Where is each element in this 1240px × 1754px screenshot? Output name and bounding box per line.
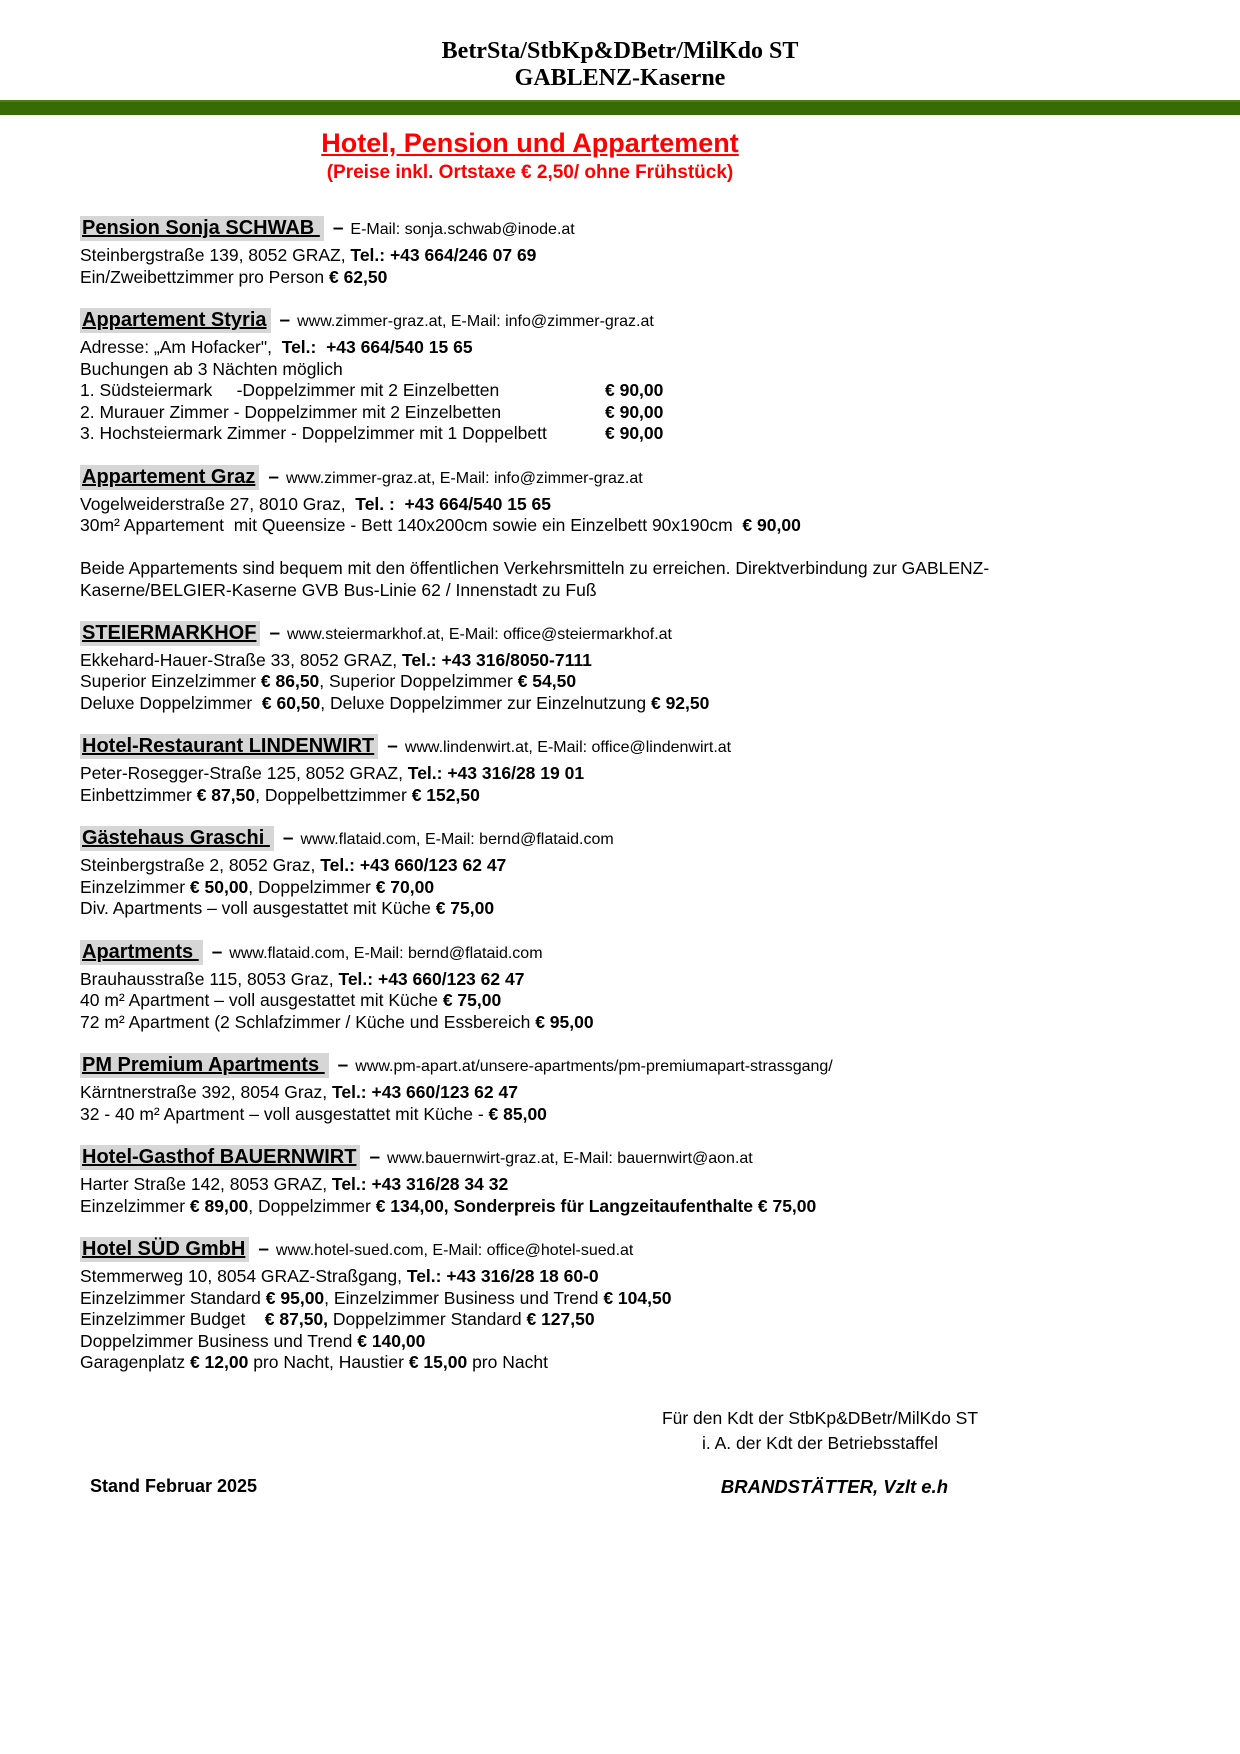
detail-line (80, 423, 1170, 445)
note-paragraph (80, 557, 1170, 601)
detail-line (80, 763, 1170, 785)
divider-bar (0, 100, 1240, 115)
text-segment: Brauhausstraße 115, 8053 Graz, (80, 968, 339, 989)
text-segment: Tel.: +43 664/246 07 69 (350, 245, 537, 265)
section-heading (80, 308, 1170, 334)
text-segment: , Einzelzimmer Business und Trend (324, 1287, 604, 1308)
heading-dash: – (279, 310, 291, 331)
heading-dash: – (337, 1055, 349, 1076)
text-segment: Einzelzimmer (80, 1195, 190, 1216)
heading-dash: – (268, 466, 279, 488)
text-segment: Doppelzimmer Business und Trend (80, 1330, 358, 1351)
hotel-contact: www.lindenwirt.at, E-Mail: office@lindenwirt.at (404, 739, 732, 756)
price-value: € 90,00 (605, 401, 664, 422)
hotel-section (80, 826, 1170, 920)
price-value: € 90,00 (605, 380, 664, 400)
hotel-contact: www.steiermarkhof.at, E-Mail: office@steiermarkhof.at (287, 625, 672, 643)
detail-line (80, 650, 1170, 672)
text-segment: , Doppelzimmer (248, 1195, 376, 1216)
heading-dash: – (258, 1239, 269, 1260)
text-segment: Einzelzimmer (80, 876, 190, 897)
text-segment: Tel.: +43 316/28 34 32 (331, 1174, 509, 1194)
text-segment: Beide Appartements sind bequem mit den öffentlichen Verkehrsmitteln zu erreichen. Direktverbindung zur GABLENZ- (80, 557, 990, 578)
document-header (0, 0, 1240, 92)
text-segment: Ein/Zweibettzimmer pro Person (80, 266, 329, 287)
hotel-section (80, 1145, 1170, 1217)
detail-line (80, 671, 1170, 693)
hotel-section (80, 308, 1170, 445)
hotel-section (80, 1053, 1170, 1125)
header-unit-line: BetrSta/StbKp&DBetr/MilKdo ST (441, 38, 799, 64)
hotel-contact: www.bauernwirt-graz.at, E-Mail: bauernwirt@aon.at (387, 1150, 753, 1167)
text-segment: € 86,50 (260, 671, 320, 691)
text-segment: Tel.: +43 664/540 15 65 (281, 337, 473, 357)
detail-line (80, 877, 1170, 899)
hotel-contact: E-Mail: sonja.schwab@inode.at (350, 221, 575, 238)
detail-line (80, 380, 1170, 402)
text-segment: Ekkehard-Hauer-Straße 33, 8052 GRAZ, (80, 649, 402, 670)
heading-dash: – (387, 736, 398, 757)
signatory-name: BRANDSTÄTTER, Vzlt e.h (720, 1475, 948, 1497)
hotel-name: Hotel-Gasthof BAUERNWIRT (80, 1145, 360, 1170)
text-segment: € 104,50 (603, 1287, 672, 1308)
hotel-name: STEIERMARKHOF (80, 621, 260, 646)
hotel-name: Pension Sonja SCHWAB (80, 216, 324, 241)
hotel-name: Apartments (80, 940, 203, 965)
text-segment: 72 m² Apartment (2 Schlafzimmer / Küche und Essbereich (80, 1011, 536, 1032)
section-heading (80, 826, 1170, 852)
text-segment: € 87,50 (196, 784, 256, 805)
text-segment: € 90,00 (742, 515, 801, 535)
text-segment: Deluxe Doppelzimmer (80, 692, 262, 713)
page-subtitle: (Preise inkl. Ortstaxe € 2,50/ ohne Frühstück) (326, 162, 734, 183)
text-segment: 30m² Appartement mit Queensize - Bett 140x200cm sowie ein Einzelbett 90x190cm (80, 515, 743, 535)
room-description: 1. Südsteiermark -Doppelzimmer mit 2 Einzelbetten (80, 380, 500, 400)
detail-line (80, 785, 1170, 807)
text-segment: Einbettzimmer (80, 784, 197, 805)
text-segment: Stemmerweg 10, 8054 GRAZ-Straßgang, (80, 1266, 407, 1286)
footer-row (90, 1476, 948, 1498)
text-segment: Garagenplatz (80, 1352, 190, 1372)
section-heading (80, 1053, 1170, 1079)
detail-line (80, 1352, 1170, 1374)
text-segment: Tel.: +43 660/123 62 47 (320, 855, 507, 875)
text-segment: Doppelzimmer Standard (328, 1309, 527, 1329)
text-segment: € 54,50 (517, 671, 577, 691)
detail-line (80, 693, 1170, 715)
detail-line (80, 1012, 1170, 1034)
text-segment: € 95,00 (535, 1011, 594, 1032)
detail-line (80, 557, 1170, 579)
text-segment: € 75,00 (435, 898, 495, 918)
header-barracks-line: GABLENZ-Kaserne (514, 65, 726, 91)
page-title: Hotel, Pension und Appartement (321, 128, 739, 158)
section-heading (80, 940, 1170, 966)
hotel-name: Hotel-Restaurant LINDENWIRT (80, 734, 378, 759)
text-segment: , Deluxe Doppelzimmer zur Einzelnutzung (320, 692, 651, 713)
text-segment: € 87,50, (264, 1309, 329, 1329)
section-heading (80, 734, 1170, 760)
sections-list (80, 216, 1170, 1374)
text-segment: Tel. : +43 664/540 15 65 (355, 493, 552, 514)
text-segment: € 152,50 (411, 784, 480, 805)
text-segment: Tel.: +43 316/28 18 60-0 (406, 1266, 599, 1286)
hotel-section (80, 734, 1170, 806)
hotel-name: Gästehaus Graschi (80, 826, 274, 851)
heading-dash: – (369, 1147, 381, 1168)
text-segment: € 140,00 (357, 1330, 426, 1351)
text-segment: Peter-Rosegger-Straße 125, 8052 GRAZ, (80, 763, 408, 783)
detail-line (80, 898, 1170, 920)
text-segment: 32 - 40 m² Apartment – voll ausgestattet mit Küche - (80, 1103, 489, 1124)
text-segment: Einzelzimmer Budget (80, 1309, 265, 1329)
text-segment: , Doppelbettzimmer (255, 784, 412, 805)
text-segment: Steinbergstraße 2, 8052 Graz, (80, 855, 321, 875)
text-segment: € 60,50 (261, 692, 321, 713)
text-segment: 40 m² Apartment – voll ausgestattet mit Küche (80, 990, 443, 1010)
text-segment: € 12,00 (189, 1352, 249, 1372)
detail-line (80, 359, 1170, 381)
section-heading (80, 1237, 1170, 1263)
text-segment: € 85,00 (488, 1103, 547, 1124)
room-description: 2. Murauer Zimmer - Doppelzimmer mit 2 Einzelbetten (80, 401, 502, 422)
text-segment: , Superior Doppelzimmer (319, 671, 518, 691)
section-heading (80, 465, 1170, 491)
section-heading (80, 216, 1170, 242)
date-stamp: Stand Februar 2025 (90, 1475, 258, 1496)
hotel-name: Appartement Styria (80, 308, 271, 333)
text-segment: Kaserne/BELGIER-Kaserne GVB Bus-Linie 62 / Innenstadt zu Fuß (80, 579, 597, 600)
hotel-name: PM Premium Apartments (80, 1053, 329, 1078)
detail-line (80, 515, 1170, 537)
detail-line (80, 990, 1170, 1012)
detail-line (80, 855, 1170, 877)
text-segment: Div. Apartments – voll ausgestattet mit Küche (80, 898, 436, 918)
text-segment: € 92,50 (650, 692, 710, 713)
text-segment: € 75,00 (442, 990, 502, 1010)
detail-line (80, 969, 1170, 991)
detail-line (80, 337, 1170, 359)
text-segment: Tel.: +43 316/28 19 01 (407, 763, 585, 783)
hotel-section (80, 216, 1170, 288)
hotel-contact: www.zimmer-graz.at, E-Mail: info@zimmer-graz.at (285, 469, 643, 487)
text-segment: € 89,00 (189, 1195, 249, 1216)
text-segment: Vogelweiderstraße 27, 8010 Graz, (80, 493, 356, 514)
hotel-contact: www.pm-apart.at/unsere-apartments/pm-premiumapart-strassgang/ (355, 1058, 833, 1075)
hotel-contact: www.zimmer-graz.at, E-Mail: info@zimmer-graz.at (297, 313, 654, 330)
signoff-line-1: Für den Kdt der StbKp&DBetr/MilKdo ST (661, 1407, 979, 1428)
section-heading (80, 1145, 1170, 1171)
signature-block (650, 1406, 990, 1456)
text-segment: pro Nacht (467, 1352, 548, 1372)
text-segment: € 127,50 (526, 1309, 595, 1329)
text-segment: € 15,00 (408, 1352, 468, 1372)
detail-line (80, 402, 1170, 424)
detail-line (80, 494, 1170, 516)
title-block (0, 127, 1060, 184)
hotel-name: Appartement Graz (80, 465, 259, 490)
text-segment: Kärntnerstraße 392, 8054 Graz, (80, 1082, 332, 1102)
heading-dash: – (269, 622, 281, 644)
text-segment: pro Nacht, Haustier (248, 1352, 409, 1372)
text-segment: , Doppelzimmer (248, 876, 376, 897)
text-segment: Superior Einzelzimmer (80, 671, 261, 691)
price-value: € 90,00 (605, 423, 664, 443)
heading-dash: – (332, 218, 344, 239)
text-segment: Harter Straße 142, 8053 GRAZ, (80, 1174, 332, 1194)
signoff-line-2: i. A. der Kdt der Betriebsstaffel (701, 1432, 939, 1453)
text-segment: Adresse: „Am Hofacker", (80, 337, 282, 357)
hotel-contact: www.hotel-sued.com, E-Mail: office@hotel-sued.at (275, 1242, 634, 1259)
detail-line (80, 1174, 1170, 1196)
detail-line (80, 1288, 1170, 1310)
detail-line (80, 1331, 1170, 1353)
text-segment: Steinbergstraße 139, 8052 GRAZ, (80, 245, 351, 265)
text-segment: € 134,00, Sonderpreis für Langzeitaufenthalte € 75,00 (375, 1195, 817, 1216)
hotel-contact: www.flataid.com, E-Mail: bernd@flataid.com (229, 944, 543, 962)
text-segment: Einzelzimmer Standard (80, 1287, 266, 1308)
detail-line (80, 1104, 1170, 1126)
text-segment: € 50,00 (189, 876, 249, 897)
detail-line (80, 1266, 1170, 1288)
detail-line (80, 579, 1170, 601)
detail-line (80, 1082, 1170, 1104)
text-segment: € 70,00 (375, 876, 435, 897)
detail-line (80, 245, 1170, 267)
section-heading (80, 621, 1170, 647)
text-segment: Tel.: +43 316/8050-7111 (401, 649, 592, 670)
detail-line (80, 1196, 1170, 1218)
heading-dash: – (282, 828, 294, 849)
text-segment: Tel.: +43 660/123 62 47 (338, 968, 525, 989)
hotel-contact: www.flataid.com, E-Mail: bernd@flataid.com (300, 831, 614, 848)
detail-line (80, 1309, 1170, 1331)
heading-dash: – (211, 941, 223, 963)
hotel-name: Hotel SÜD GmbH (80, 1237, 249, 1262)
text-segment: Tel.: +43 660/123 62 47 (331, 1082, 518, 1102)
room-description: 3. Hochsteiermark Zimmer - Doppelzimmer mit 1 Doppelbett (80, 423, 547, 443)
detail-line (80, 267, 1170, 289)
text-segment: Buchungen ab 3 Nächten möglich (80, 358, 343, 379)
hotel-section (80, 465, 1170, 537)
hotel-section (80, 621, 1170, 715)
hotel-section (80, 1237, 1170, 1374)
text-segment: € 62,50 (328, 266, 388, 287)
hotel-section (80, 940, 1170, 1034)
text-segment: € 95,00 (265, 1287, 325, 1308)
